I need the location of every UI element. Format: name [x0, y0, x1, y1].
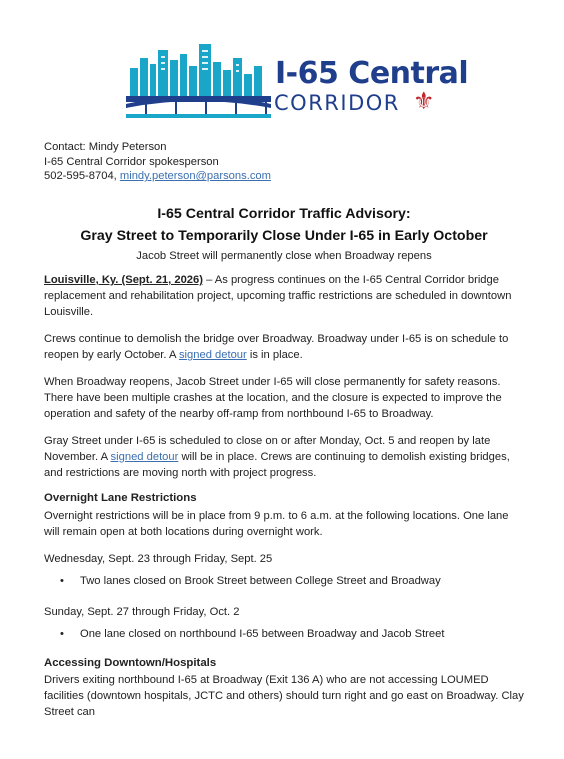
- paragraph-gray-street-text: Gray Street under I-65 is scheduled to close on or after Monday, Oct. 5 and reopen by late November. A: [44, 435, 491, 463]
- logo-subtitle: CORRIDOR: [274, 91, 400, 115]
- subheadline: Jacob Street will permanently close when Broadway repens: [136, 250, 432, 262]
- fleur-de-lis-icon: ⚜: [413, 88, 435, 115]
- paragraph-intro-text: – As progress continues on the I-65 Central Corridor bridge replacement and rehabilitation project, upcoming traffic restrictions are scheduled in downtown Louisville.: [44, 274, 512, 318]
- contact-name: Contact: Mindy Peterson: [44, 141, 167, 153]
- overnight-date-2: Sunday, Sept. 27 through Friday, Oct. 2: [44, 606, 240, 618]
- headline-line2: Gray Street to Temporarily Close Under I-65 in Early October: [80, 228, 488, 244]
- overnight-bullet-2: [64, 628, 444, 640]
- contact-title: I-65 Central Corridor spokesperson: [44, 155, 219, 168]
- paragraph-intro: [44, 272, 524, 320]
- accessing-text: Drivers exiting northbound I-65 at Broadway (Exit 136 A) who are not accessing LOUMED facilities (downtown hospitals, JCTC and others) should turn right and go east on Broadway. Clay Street can: [44, 674, 524, 718]
- paragraph-gray-street-end: will be in place. Crews are continuing to demolish existing bridges, and restrictions are moving north with project progress.: [44, 451, 510, 479]
- overnight-date-1: Wednesday, Sept. 23 through Friday, Sept. 25: [44, 553, 273, 565]
- overnight-bullet-1: [64, 575, 441, 587]
- overnight-bullet-2-text: One lane closed on northbound I-65 between Broadway and Jacob Street: [80, 628, 445, 640]
- headline-line1: I-65 Central Corridor Traffic Advisory:: [157, 206, 411, 222]
- contact-block: [44, 140, 271, 184]
- contact-phone-email: [44, 169, 271, 184]
- paragraph-broadway-text: Crews continue to demolish the bridge over Broadway. Broadway under I-65 is on schedule to reopen by early October. A: [44, 333, 509, 361]
- signed-detour-link-2[interactable]: signed detour: [110, 451, 179, 463]
- logo-title: I-65 Central: [275, 56, 469, 91]
- signed-detour-link-1[interactable]: signed detour: [178, 349, 247, 361]
- overnight-section-title: Overnight Lane Restrictions: [44, 492, 197, 504]
- paragraph-broadway: [44, 331, 524, 363]
- overnight-bullet-1-text: Two lanes closed on Brook Street between College Street and Broadway: [80, 575, 441, 587]
- paragraph-jacob-street: When Broadway reopens, Jacob Street under I-65 will close permanently for safety reasons. There have been multiple crashes at the location, and the closure is expected to improve the operation and safety of the nearby off-ramp from northbound I-65 to Broadway.: [44, 376, 502, 420]
- overnight-intro: Overnight restrictions will be in place from 9 p.m. to 6 a.m. at the following locations. One lane will remain open at both locations during overnight work.: [44, 510, 509, 538]
- paragraph-broadway-end: is in place.: [246, 349, 303, 361]
- accessing-section-title: Accessing Downtown/Hospitals: [44, 657, 217, 669]
- paragraph-gray-street: [44, 433, 524, 481]
- contact-email-link[interactable]: mindy.peterson@parsons.com: [119, 170, 271, 183]
- contact-phone: 502-595-8704,: [44, 170, 120, 183]
- dateline: Louisville, Ky. (Sept. 21, 2026): [44, 274, 203, 286]
